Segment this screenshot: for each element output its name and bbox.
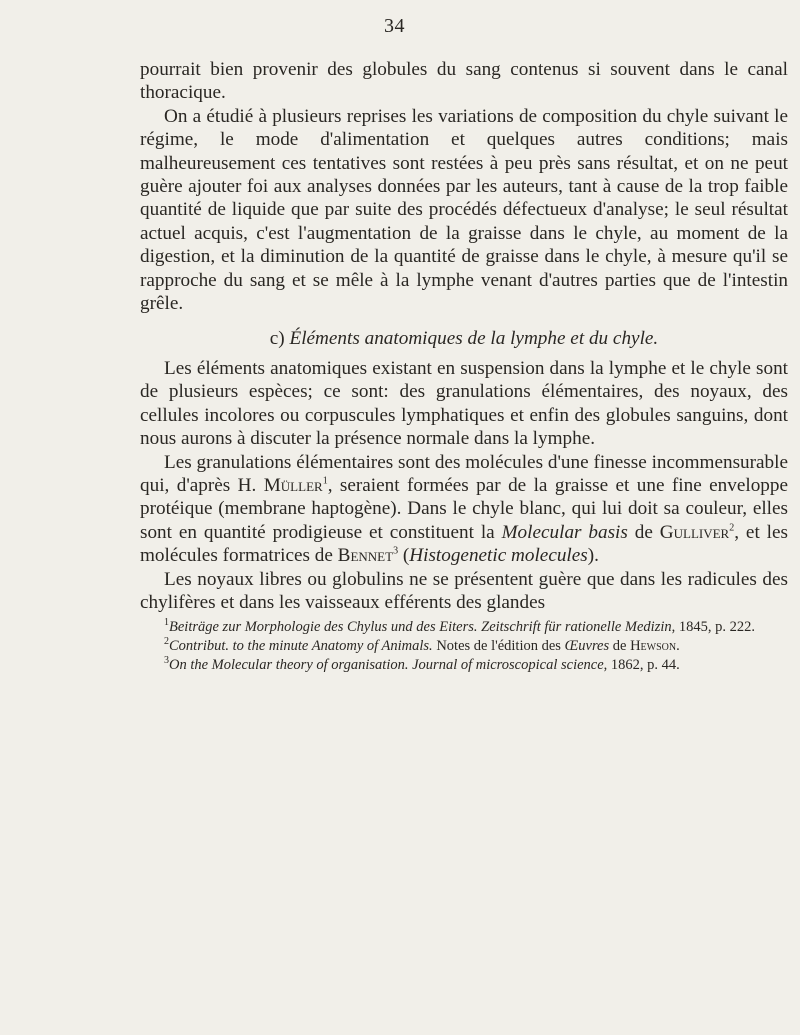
text-run: , et les molécules formatrices de	[140, 521, 788, 567]
footnote-number: 2	[164, 636, 169, 648]
text-run: de	[627, 521, 660, 543]
footnote-ref-2: 2	[729, 522, 735, 534]
footnote-text: Notes de l'édition des	[432, 638, 565, 655]
term-histogenetic-molecules: Histogenetic molecules	[409, 545, 588, 567]
author-bennet: Bennet	[337, 545, 394, 567]
section-heading	[140, 327, 788, 350]
footnote-title: Contribut. to the minute Anatomy of Animals.	[169, 638, 433, 655]
footnote-ref-1: 1	[322, 475, 328, 487]
footnote-title: Beiträge zur Morphologie des Chylus und des Eiters. Zeitschrift für rationelle Medizin	[169, 619, 672, 636]
term-molecular-basis: Molecular basis	[501, 521, 628, 543]
paragraph-anatomical-elements: Les éléments anatomiques existant en suspension dans la lymphe et le chyle sont de plusieurs espèces; ce sont: des granulations élémentaires, des noyaux, des cellules incolores ou corpuscules lymphatiques et enfin des globules sanguins, dont nous aurons à discuter la présence normale dans la lymphe.	[140, 357, 788, 450]
footnote-1	[140, 618, 788, 637]
footnote-title: On the Molecular theory of organisation. Journal of microscopical science	[169, 657, 604, 674]
footnotes	[140, 618, 788, 675]
author-muller: Müller	[263, 474, 323, 496]
paragraph-noyaux: Les noyaux libres ou globulins ne se présentent guère que dans les radicules des chylifères et dans les vaisseaux efférents des glandes	[140, 568, 788, 613]
footnote-number: 1	[164, 617, 169, 629]
footnote-3	[140, 656, 788, 675]
author-hewson: Hewson	[630, 638, 677, 655]
section-heading-title: Éléments anatomiques de la lymphe et du chyle.	[289, 328, 659, 350]
body-text	[140, 58, 788, 675]
footnote-text: , 1845, p. 222.	[671, 619, 756, 636]
footnote-work: Œuvres	[564, 638, 610, 655]
paragraph-chyle-composition: On a étudié à plusieurs reprises les variations de composition du chyle suivant le régime, le mode d'alimentation et quelques autres conditions; mais malheureusement ces tentatives sont restées à peu près sans résultat, et on ne peut guère ajouter foi aux analyses données par les auteurs, tant à cause de la trop faible quantité de liquide que par suite des procédés défectueux d'analyse; le seul résultat actuel acquis, c'est l'augmentation de la graisse dans le chyle, au moment de la digestion, et la diminution de la quantité de graisse dans le chyle, à mesure qu'il se rapproche du sang et se mêle à la lymphe venant d'autres parties que de l'intestin grêle.	[140, 105, 788, 315]
footnote-text: de	[609, 638, 631, 655]
section-heading-label: c)	[269, 328, 285, 350]
text-run: ).	[587, 545, 599, 567]
text-run: (	[398, 545, 410, 567]
text-run: , seraient formées par de la graisse et une fine enveloppe protéique (membrane haptogène). Dans le chyle blanc, qui lui doit sa couleur, elles sont en quantité prodigieuse et constituent la	[140, 474, 788, 543]
footnote-ref-3: 3	[393, 545, 399, 557]
footnote-2	[140, 637, 788, 656]
paragraph-continuation: pourrait bien provenir des globules du sang contenus si souvent dans le canal thoracique.	[140, 59, 788, 104]
page-number: 34	[384, 15, 405, 37]
footnote-text: , 1862, p. 44.	[603, 657, 680, 674]
footnote-number: 3	[164, 655, 169, 667]
paragraph-granulations	[140, 451, 788, 568]
author-gulliver: Gulliver	[659, 521, 730, 543]
footnote-text: .	[676, 638, 680, 655]
text-run: Les granulations élémentaires sont des molécules d'une finesse incommensurable qui, d'après H.	[140, 451, 788, 496]
